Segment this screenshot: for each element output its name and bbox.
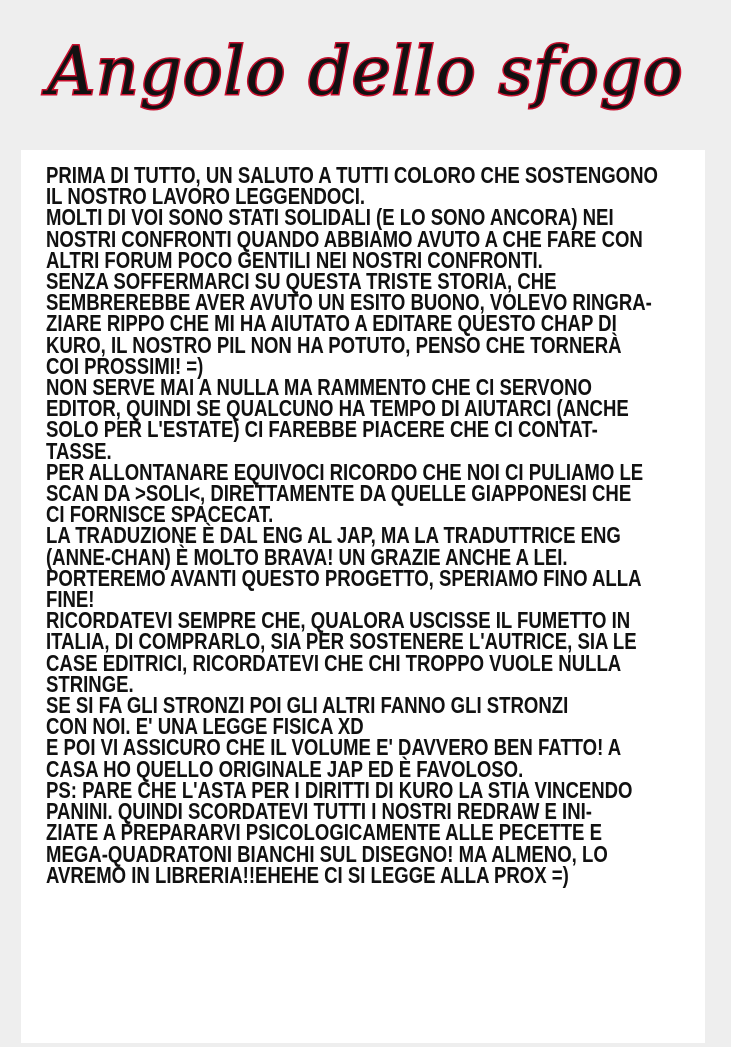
text-line: COI PROSSIMI! =) <box>46 352 204 379</box>
text-line: NON SERVE MAI A NULLA MA RAMMENTO CHE CI SERVONO <box>46 374 592 401</box>
text-line: SCAN DA >SOLI<, DIRETTAMENTE DA QUELLE GIAPPONESI CHE <box>46 480 632 507</box>
text-line: EDITOR, QUINDI SE QUALCUNO HA TEMPO DI AIUTARCI (ANCHE <box>46 395 629 422</box>
text-line: (ANNE-CHAN) È MOLTO BRAVA! UN GRAZIE ANCHE A LEI. <box>46 543 568 570</box>
text-line: SENZA SOFFERMARCI SU QUESTA TRISTE STORIA, CHE <box>46 268 557 295</box>
text-line: PORTEREMO AVANTI QUESTO PROGETTO, SPERIAMO FINO ALLA <box>46 564 642 591</box>
text-line: FINE! <box>46 586 95 613</box>
text-line: AVREMO IN LIBRERIA!!EHEHE CI SI LEGGE ALLA PROX =) <box>46 861 569 888</box>
text-line: RICORDATEVI SEMPRE CHE, QUALORA USCISSE IL FUMETTO IN <box>46 607 631 634</box>
text-line: CASA HO QUELLO ORIGINALE JAP ED È FAVOLOSO. <box>46 755 524 782</box>
text-line: MOLTI DI VOI SONO STATI SOLIDALI (E LO SONO ANCORA) NEI <box>46 204 614 231</box>
text-line: SE SI FA GLI STRONZI POI GLI ALTRI FANNO GLI STRONZI <box>46 692 569 719</box>
text-line: ITALIA, DI COMPRARLO, SIA PER SOSTENERE L'AUTRICE, SIA LE <box>46 628 637 655</box>
text-line: PRIMA DI TUTTO, UN SALUTO A TUTTI COLORO CHE SOSTENGONO <box>46 162 658 188</box>
text-line: NOSTRI CONFRONTI QUANDO ABBIAMO AVUTO A CHE FARE CON <box>46 225 643 252</box>
text-line: SEMBREREBBE AVER AVUTO UN ESITO BUONO, VOLEVO RINGRA- <box>46 289 652 316</box>
text-line: ZIATE A PREPARARVI PSICOLOGICAMENTE ALLE PECETTE E <box>46 819 602 846</box>
text-line: LA TRADUZIONE È DAL ENG AL JAP, MA LA TRADUTTRICE ENG <box>46 522 621 549</box>
text-line: E POI VI ASSICURO CHE IL VOLUME E' DAVVERO BEN FATTO! A <box>46 734 622 761</box>
text-line: STRINGE. <box>46 670 134 697</box>
text-line: CASE EDITRICI, RICORDATEVI CHE CHI TROPPO VUOLE NULLA <box>46 649 622 676</box>
text-line: CON NOI. E' UNA LEGGE FISICA XD <box>46 713 364 740</box>
text-line: ZIARE RIPPO CHE MI HA AIUTATO A EDITARE QUESTO CHAP DI <box>46 310 617 337</box>
text-line: PANINI. QUINDI SCORDATEVI TUTTI I NOSTRI REDRAW E INI- <box>46 798 592 825</box>
text-line: IL NOSTRO LAVORO LEGGENDOCI. <box>46 183 366 210</box>
text-line: KURO, IL NOSTRO PIL NON HA POTUTO, PENSO CHE TORNERÀ <box>46 331 622 358</box>
page-title: Angolo dello sfogo <box>47 33 684 110</box>
body-text <box>46 162 658 888</box>
text-line: MEGA-QUADRATONI BIANCHI SUL DISEGNO! MA ALMENO, LO <box>46 840 608 867</box>
text-line: PS: PARE CHE L'ASTA PER I DIRITTI DI KURO LA STIA VINCENDO <box>46 776 633 803</box>
text-line: PER ALLONTANARE EQUIVOCI RICORDO CHE NOI CI PULIAMO LE <box>46 458 644 485</box>
text-line: TASSE. <box>46 437 112 464</box>
text-line: CI FORNISCE SPACECAT. <box>46 501 274 528</box>
text-line: SOLO PER L'ESTATE) CI FAREBBE PIACERE CHE CI CONTAT- <box>46 416 598 443</box>
text-line: ALTRI FORUM POCO GENTILI NEI NOSTRI CONFRONTI. <box>46 246 543 273</box>
